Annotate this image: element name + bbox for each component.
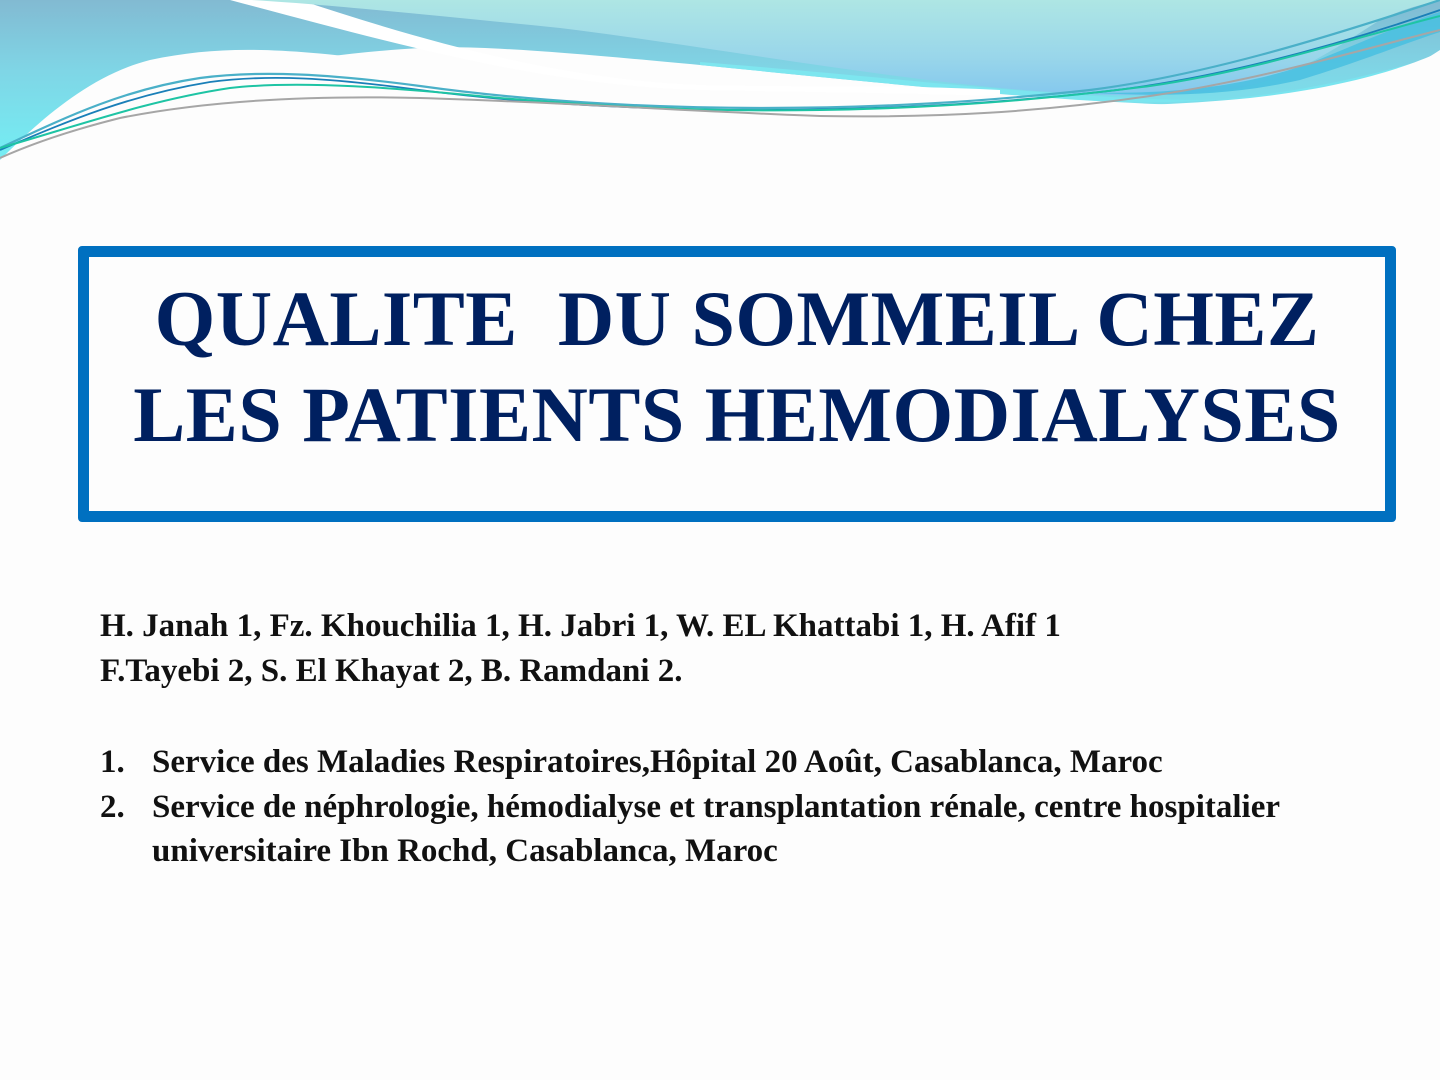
- affiliation-number: 2.: [100, 788, 125, 825]
- title-box: [78, 246, 1396, 522]
- affiliation-item: [100, 740, 1360, 785]
- affiliations-list: [100, 740, 1360, 874]
- affiliation-number: 1.: [100, 744, 125, 780]
- title-line-1: QUALITE DU SOMMEIL CHEZ: [154, 275, 1320, 362]
- authors-line-2: F.Tayebi 2, S. El Khayat 2, B. Ramdani 2.: [100, 653, 683, 689]
- title-line-2: LES PATIENTS HEMODIALYSES: [133, 371, 1341, 458]
- wave-header-decoration: [0, 0, 1440, 180]
- authors-block: [100, 604, 1061, 694]
- slide-title: [89, 271, 1385, 463]
- affiliation-text: Service des Maladies Respiratoires,Hôpital 20 Août, Casablanca, Maroc: [152, 744, 1163, 780]
- affiliation-text: Service de néphrologie, hémodialyse et transplantation rénale, centre hospitalier universitaire Ibn Rochd, Casablanca, Maroc: [152, 788, 1280, 869]
- authors-line-1: H. Janah 1, Fz. Khouchilia 1, H. Jabri 1, W. EL Khattabi 1, H. Afif 1: [100, 608, 1061, 644]
- affiliation-item: [100, 785, 1360, 874]
